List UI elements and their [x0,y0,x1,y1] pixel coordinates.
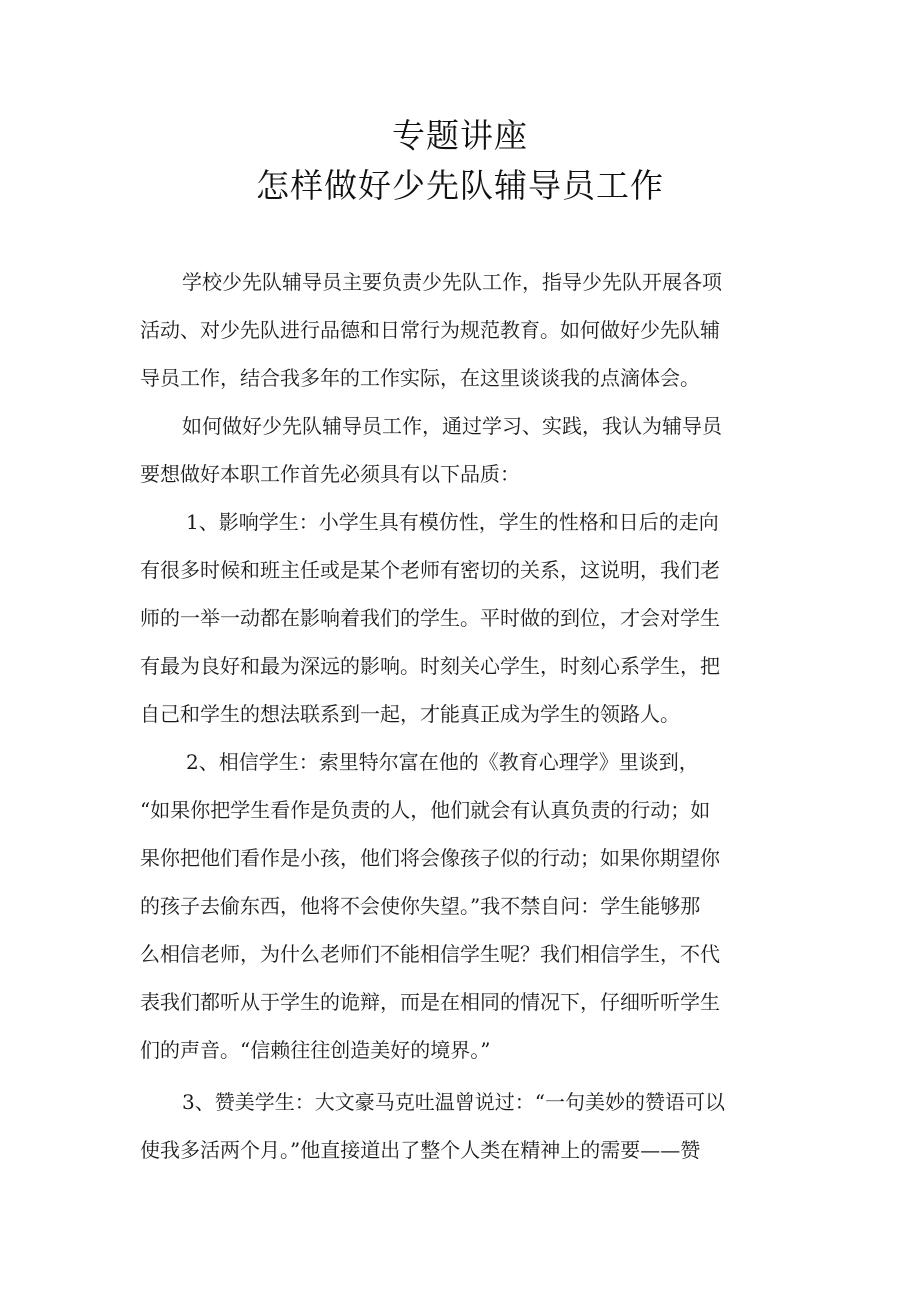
text-line: 1、影响学生：小学生具有模仿性，学生的性格和日后的走向 [186,510,719,534]
document-title-line-1: 专题讲座 [392,116,528,155]
paragraph-praise-students [140,1078,780,1174]
text-line: 3、赞美学生：大文豪马克吐温曾说过：“一句美妙的赞语可以 [182,1090,725,1114]
text-line: 表我们都听从于学生的诡辩，而是在相同的情况下，仔细听听学生 [140,990,720,1014]
text-line: 如何做好少先队辅导员工作，通过学习、实践，我认为辅导员 [182,414,722,438]
text-line: 导员工作，结合我多年的工作实际，在这里谈谈我的点滴体会。 [140,366,700,390]
document-title-line-2: 怎样做好少先队辅导员工作 [256,166,664,205]
paragraph-qualities-intro [140,402,780,498]
text-line: 使我多活两个月。”他直接道出了整个人类在精神上的需要——赞 [140,1138,701,1162]
text-line: 2、相信学生：索里特尔富在他的《教育心理学》里谈到， [186,750,699,774]
text-line: 果你把他们看作是小孩，他们将会像孩子似的行动；如果你期望你 [140,846,720,870]
text-line: 有最为良好和最为深远的影响。时刻关心学生，时刻心系学生，把 [140,654,720,678]
text-line: 活动、对少先队进行品德和日常行为规范教育。如何做好少先队辅 [140,318,720,342]
text-line: 有很多时候和班主任或是某个老师有密切的关系，这说明，我们老 [140,558,720,582]
paragraph-intro [140,258,780,402]
text-line: 学校少先队辅导员主要负责少先队工作，指导少先队开展各项 [182,270,722,294]
text-line: “如果你把学生看作是负责的人，他们就会有认真负责的行动；如 [140,798,711,822]
text-line: 们的声音。“信赖往往创造美好的境界。” [140,1038,491,1062]
text-line: 自己和学生的想法联系到一起，才能真正成为学生的领路人。 [140,702,680,726]
text-line: 师的一举一动都在影响着我们的学生。平时做的到位，才会对学生 [140,606,720,630]
text-line: 的孩子去偷东西，他将不会使你失望。”我不禁自问：学生能够那 [140,894,701,918]
text-line: 要想做好本职工作首先必须具有以下品质： [140,462,520,486]
text-line: 么相信老师，为什么老师们不能相信学生呢？我们相信学生，不代 [140,942,720,966]
paragraph-influence-students [140,498,780,738]
paragraph-trust-students [140,738,780,1074]
